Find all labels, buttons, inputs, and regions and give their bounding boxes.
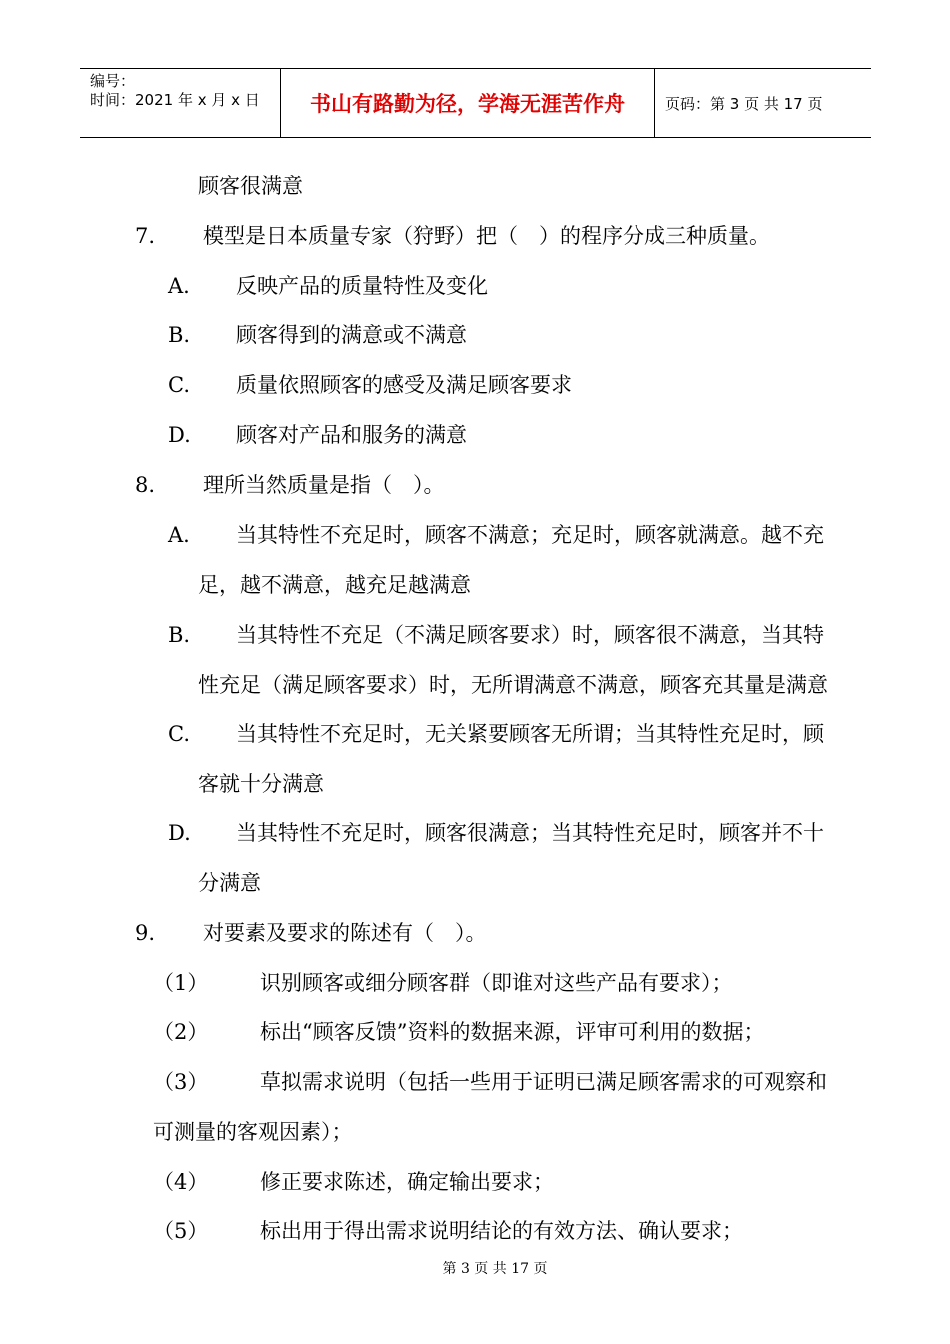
question-number: 8. — [135, 473, 156, 497]
item-text: 修正要求陈述，确定输出要求； — [260, 1170, 554, 1194]
header-page-number: 页码：第 3 页 共 17 页 — [665, 94, 823, 113]
item-number: （5） — [153, 1219, 209, 1243]
item-number: （3） — [153, 1070, 209, 1094]
question-text: 理所当然质量是指（ ）。 — [203, 473, 445, 497]
option-text: 当其特性不充足（不满足顾客要求）时，顾客很不满意，当其特 — [236, 623, 824, 647]
footer-page-number: 第 3 页 共 17 页 — [442, 1261, 548, 1277]
item-number: （2） — [153, 1020, 209, 1044]
item-3-continued: 可测量的客观因素）； — [153, 1120, 353, 1144]
option-label: D. — [168, 423, 191, 447]
item-text: 标出“顾客反馈”资料的数据来源，评审可利用的数据； — [260, 1020, 765, 1044]
option-text: 顾客对产品和服务的满意 — [236, 423, 467, 447]
option-8b-continued: 性充足（满足顾客要求）时，无所谓满意不满意，顾客充其量是满意 — [198, 673, 828, 697]
item-number: （1） — [153, 971, 209, 995]
option-8a-continued: 足，越不满意，越充足越满意 — [198, 573, 471, 597]
option-text: 反映产品的质量特性及变化 — [236, 274, 488, 298]
option-label: A. — [168, 523, 190, 547]
page-footer — [0, 1258, 950, 1278]
continued-text: 顾客很满意 — [198, 174, 303, 198]
item-number: （4） — [153, 1170, 209, 1194]
item-text: 识别顾客或细分顾客群（即谁对这些产品有要求）； — [260, 971, 733, 995]
option-text: 当其特性不充足时，无关紧要顾客无所谓；当其特性充足时，顾 — [236, 722, 824, 746]
option-8c-continued: 客就十分满意 — [198, 772, 324, 796]
option-text: 当其特性不充足时，顾客不满意；充足时，顾客就满意。越不充 — [236, 523, 824, 547]
item-text: 标出用于得出需求说明结论的有效方法、确认要求； — [260, 1219, 743, 1243]
option-text: 顾客得到的满意或不满意 — [236, 323, 467, 347]
option-text: 质量依照顾客的感受及满足顾客要求 — [236, 373, 572, 397]
question-number: 9. — [135, 921, 156, 945]
header-page-info — [655, 69, 871, 137]
header-motto — [281, 69, 655, 137]
option-8d-continued: 分满意 — [198, 871, 261, 895]
option-label: B. — [168, 623, 191, 647]
option-label: D. — [168, 821, 191, 845]
document-date-label: 时间：2021 年 x 月 x 日 — [90, 91, 260, 109]
question-number: 7. — [135, 224, 156, 248]
item-text: 草拟需求说明（包括一些用于证明已满足顾客需求的可观察和 — [260, 1070, 827, 1094]
option-label: B. — [168, 323, 191, 347]
question-text: 对要素及要求的陈述有（ ）。 — [203, 921, 487, 945]
header-meta — [80, 69, 281, 137]
option-label: A. — [168, 274, 190, 298]
option-label: C. — [168, 722, 190, 746]
question-text: 模型是日本质量专家（狩野）把（ ）的程序分成三种质量。 — [203, 224, 770, 248]
motto-text: 书山有路勤为径，学海无涯苦作舟 — [310, 92, 625, 116]
option-text: 当其特性不充足时，顾客很满意；当其特性充足时，顾客并不十 — [236, 821, 824, 845]
option-label: C. — [168, 373, 190, 397]
page-header — [80, 68, 871, 138]
document-code-label: 编号： — [90, 72, 136, 90]
